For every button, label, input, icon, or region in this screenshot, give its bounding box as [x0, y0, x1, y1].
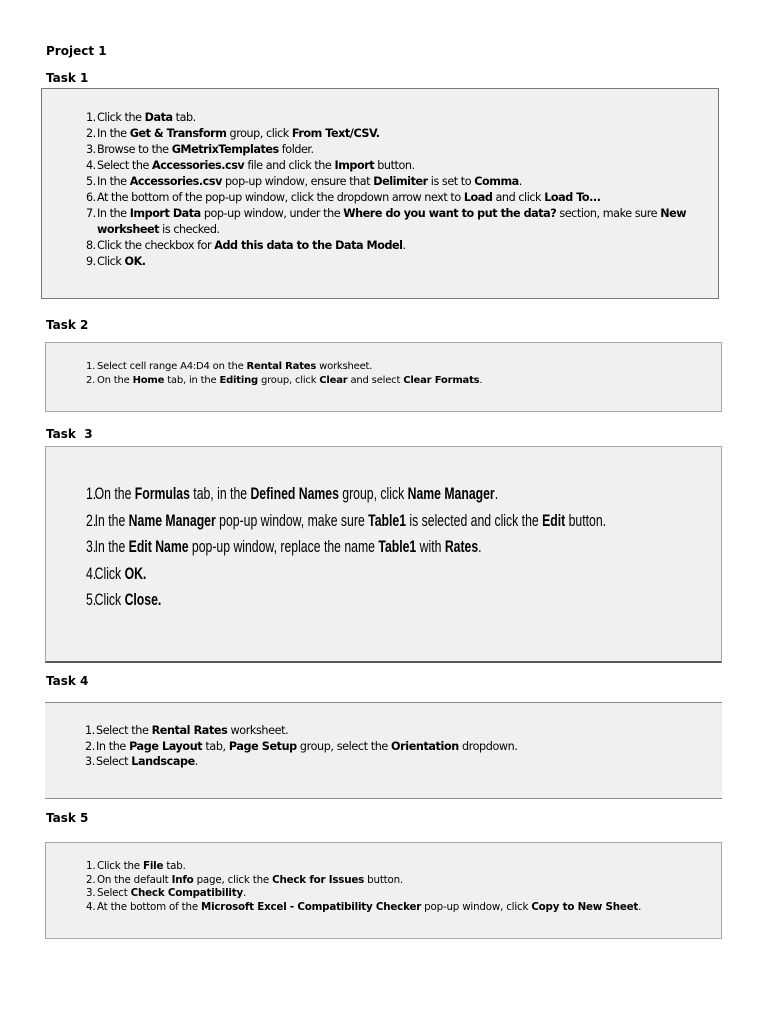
step-item: [86, 587, 540, 614]
step-emphasis: Clear: [319, 375, 348, 386]
step-number: 3.: [85, 755, 95, 768]
step-emphasis: Rental Rates: [151, 724, 228, 737]
step-emphasis: Import: [334, 159, 375, 172]
step-text: In the: [97, 175, 130, 188]
step-text: button.: [565, 510, 607, 530]
step-text: tab.: [172, 111, 196, 124]
step-text: button.: [364, 873, 403, 886]
step-text: In the: [96, 739, 130, 753]
step-text: .: [494, 484, 499, 503]
step-text: Click the: [97, 860, 143, 872]
step-text: group, click: [338, 484, 408, 503]
step-text: tab.: [163, 860, 186, 872]
step-text: folder.: [278, 143, 314, 156]
task-2-box: [45, 342, 722, 412]
step-emphasis: File: [142, 860, 164, 872]
step-item: [86, 360, 706, 374]
step-item: [86, 860, 716, 874]
step-item: [86, 254, 706, 270]
step-number: 1.: [86, 484, 97, 503]
step-number: 1.: [86, 860, 96, 872]
step-number: 5.: [86, 590, 97, 609]
step-number: 3.: [86, 537, 97, 556]
step-number: 7.: [86, 207, 96, 220]
step-text: worksheet.: [227, 724, 289, 737]
step-text: tab,: [202, 739, 229, 753]
task-4-heading: Task 4: [46, 674, 89, 688]
step-item: [86, 534, 540, 561]
task-3-box: [45, 446, 722, 663]
step-emphasis: GMetrixTemplates: [171, 143, 279, 156]
step-emphasis: Defined Names: [250, 484, 339, 503]
step-emphasis: Delimiter: [373, 175, 428, 188]
step-text: .: [518, 175, 522, 188]
step-number: 3.: [86, 887, 96, 900]
step-text: Click: [97, 255, 125, 268]
step-item: [86, 481, 540, 508]
step-number: 2.: [86, 127, 96, 140]
step-emphasis: Formulas: [134, 484, 190, 503]
step-text: pop-up window, ensure that: [221, 175, 374, 188]
step-emphasis: Rental Rates: [246, 361, 317, 372]
step-item: [86, 174, 706, 190]
task-4-steps: [85, 723, 705, 770]
step-text: Select cell range A4:D4 on the: [97, 361, 247, 372]
step-text: file and click the: [244, 159, 335, 172]
step-emphasis: Load To...: [544, 191, 601, 204]
step-item: [86, 126, 706, 142]
step-emphasis: Check for Issues: [272, 873, 365, 886]
step-text: Click the: [97, 111, 145, 124]
step-text: button.: [374, 159, 415, 172]
step-text: Click: [94, 563, 125, 583]
step-item: [85, 723, 705, 739]
step-text: In the: [97, 127, 130, 140]
step-text: group, select the: [296, 739, 392, 753]
step-text: pop-up window, replace the name: [188, 537, 379, 556]
task-3-heading: Task 3: [46, 427, 93, 441]
step-emphasis: From Text/CSV.: [291, 127, 380, 140]
step-item: [86, 508, 607, 535]
step-text: .: [479, 375, 483, 386]
step-text: group, click: [226, 127, 292, 140]
step-emphasis: Name Manager: [407, 484, 495, 503]
task-2-heading: Task 2: [46, 318, 89, 332]
step-text: and select: [347, 375, 404, 386]
task-5-box: [45, 842, 722, 939]
step-text: Select: [96, 755, 132, 768]
step-number: 8.: [86, 239, 96, 252]
step-emphasis: Add this data to the Data Model: [214, 239, 403, 252]
step-emphasis: Microsoft Excel - Compatibility Checker: [201, 901, 422, 914]
step-text: page, click the: [193, 873, 273, 886]
step-number: 2.: [86, 510, 97, 530]
step-text: On the: [97, 375, 133, 386]
step-emphasis: New worksheet: [97, 207, 687, 236]
step-emphasis: Accessories.csv: [152, 159, 245, 172]
step-emphasis: Get & Transform: [129, 127, 227, 140]
step-item: [86, 887, 716, 901]
step-number: 2.: [86, 873, 96, 886]
step-number: 4.: [86, 563, 97, 583]
step-number: 4.: [86, 901, 96, 914]
step-number: 9.: [86, 255, 96, 268]
step-text: group, click: [257, 375, 320, 386]
step-item: [86, 190, 706, 206]
step-text: In the: [97, 207, 130, 220]
step-emphasis: Data: [144, 111, 173, 124]
step-text: is checked.: [159, 223, 220, 236]
step-text: Click the checkbox for: [97, 239, 215, 252]
step-emphasis: Orientation: [391, 739, 459, 753]
step-text: section, make sure: [556, 207, 661, 220]
step-emphasis: Name Manager: [128, 510, 216, 530]
step-text: In the: [94, 510, 129, 530]
step-text: is set to: [427, 175, 475, 188]
step-emphasis: Page Layout: [129, 739, 203, 753]
step-emphasis: Load: [463, 191, 493, 204]
step-emphasis: Copy to New Sheet: [531, 901, 639, 914]
step-number: 1.: [86, 111, 96, 124]
step-emphasis: Landscape: [131, 755, 195, 768]
step-text: On the default: [97, 873, 172, 886]
step-item: [85, 754, 705, 770]
task-2-steps: [86, 360, 706, 388]
step-text: dropdown.: [458, 739, 518, 753]
step-text: .: [638, 901, 642, 914]
step-emphasis: Comma: [474, 175, 519, 188]
step-emphasis: Edit: [542, 510, 566, 530]
step-text: .: [242, 887, 247, 900]
step-item: [86, 206, 706, 238]
step-emphasis: Check Compatibility: [130, 887, 243, 900]
step-emphasis: Rates: [444, 537, 479, 556]
step-text: Select the: [97, 159, 153, 172]
task-1-box: [41, 88, 719, 299]
step-emphasis: Clear Formats: [403, 375, 480, 386]
step-emphasis: Editing: [219, 375, 258, 386]
step-emphasis: Edit Name: [128, 537, 189, 556]
step-number: 4.: [86, 159, 96, 172]
step-text: .: [402, 239, 406, 252]
step-number: 1.: [86, 361, 96, 372]
step-item: [86, 142, 706, 158]
step-text: Select: [97, 887, 131, 900]
task-5-steps: [86, 860, 716, 915]
step-text: with: [416, 537, 445, 556]
step-emphasis: Accessories.csv: [129, 175, 222, 188]
step-text: worksheet.: [316, 361, 373, 372]
step-item: [86, 158, 706, 174]
step-number: 2.: [85, 739, 95, 753]
step-item: [86, 561, 540, 588]
task-5-heading: Task 5: [46, 811, 89, 825]
step-text: pop-up window, under the: [200, 207, 344, 220]
task-1-heading: Task 1: [46, 71, 89, 85]
step-text: At the bottom of the: [97, 901, 202, 914]
step-emphasis: OK.: [124, 563, 147, 583]
step-text: At the bottom of the pop-up window, click the dropdown arrow next to: [97, 191, 464, 204]
step-text: tab, in the: [164, 375, 220, 386]
step-item: [86, 374, 706, 388]
step-text: Select the: [96, 724, 152, 737]
step-emphasis: Import Data: [129, 207, 201, 220]
step-text: .: [194, 755, 198, 768]
step-text: pop-up window, click: [421, 901, 532, 914]
step-number: 1.: [85, 724, 95, 737]
project-title: Project 1: [46, 44, 107, 58]
step-text: Browse to the: [97, 143, 172, 156]
step-emphasis: Info: [171, 873, 194, 886]
step-text: .: [478, 537, 482, 556]
step-item: [85, 739, 705, 755]
step-text: and click: [492, 191, 545, 204]
step-text: tab, in the: [189, 484, 251, 503]
step-text: is selected and click the: [406, 510, 543, 530]
step-text: In the: [94, 537, 129, 556]
step-emphasis: Page Setup: [228, 739, 297, 753]
step-text: pop-up window, make sure: [215, 510, 369, 530]
step-emphasis: Home: [132, 375, 165, 386]
step-text: On the: [94, 484, 135, 503]
step-text: Click: [94, 590, 125, 609]
step-number: 3.: [86, 143, 96, 156]
step-item: [86, 901, 716, 915]
step-number: 6.: [86, 191, 96, 204]
step-item: [86, 238, 706, 254]
task-1-steps: [86, 110, 706, 270]
step-number: 5.: [86, 175, 96, 188]
task-3-steps: [86, 481, 716, 614]
step-item: [86, 110, 706, 126]
step-emphasis: Table1: [378, 537, 417, 556]
step-number: 2.: [86, 375, 96, 386]
task-4-box: [45, 702, 722, 799]
step-emphasis: Where do you want to put the data?: [343, 207, 557, 220]
step-emphasis: OK.: [124, 255, 146, 268]
step-item: [86, 874, 716, 888]
step-emphasis: Close.: [124, 590, 162, 609]
step-emphasis: Table1: [368, 510, 407, 530]
